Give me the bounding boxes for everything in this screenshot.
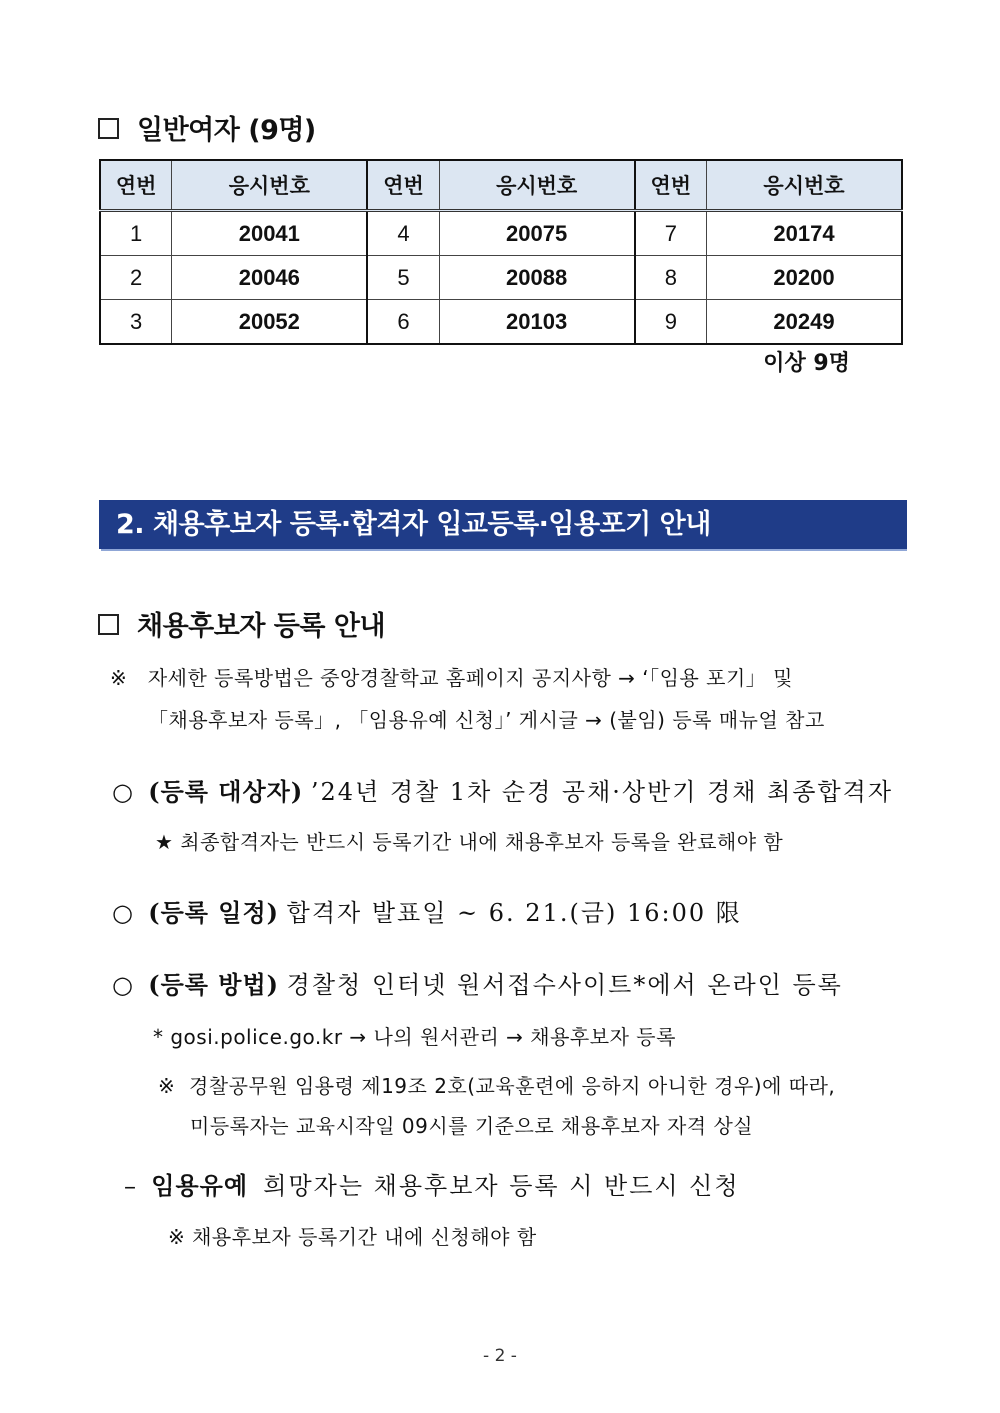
registration-guide-note [110, 662, 793, 691]
table-cell: 2 [100, 256, 172, 300]
table-header-cell: 응시번호 [706, 160, 902, 211]
table-header-cell: 응시번호 [439, 160, 635, 211]
law-note-line-1: 경찰공무원 임용령 제19조 2호(교육훈련에 응하지 아니한 경우)에 따라, [188, 1074, 836, 1098]
item-registration-schedule [112, 893, 742, 928]
table-cell: 20103 [439, 300, 635, 345]
item-label: (등록 대상자) [148, 777, 304, 806]
page-number: - 2 - [483, 1346, 517, 1366]
table-cell: 20249 [706, 300, 902, 345]
star-note: ★ 최종합격자는 반드시 등록기간 내에 채용후보자 등록을 완료해야 함 [155, 830, 784, 854]
section-heading-registration [98, 604, 385, 643]
item-text: 희망자는 채용후보자 등록 시 반드시 신청 [263, 1172, 740, 1200]
item-label: (등록 일정) [148, 898, 280, 927]
item-text: 합격자 발표일 ~ 6. 21.(금) 16:00 限 [286, 899, 742, 927]
reference-mark-icon: ※ [110, 666, 128, 690]
checkbox-icon [98, 118, 119, 139]
table-cell: 20200 [706, 256, 902, 300]
item-registration-target [112, 772, 893, 807]
total-count: 이상 9명 [763, 351, 850, 376]
circle-bullet-icon: ○ [112, 778, 133, 806]
table-cell: 20052 [172, 300, 368, 345]
table-cell: 4 [367, 211, 439, 256]
table-cell: 3 [100, 300, 172, 345]
checkbox-icon [98, 614, 119, 635]
item-text: ’24년 경찰 1차 순경 공채·상반기 경채 최종합격자 [310, 778, 894, 806]
table-header-cell: 연번 [367, 160, 439, 211]
table-row [100, 211, 902, 256]
table-cell: 20174 [706, 211, 902, 256]
table-cell: 8 [635, 256, 707, 300]
section-banner: 2. 채용후보자 등록·합격자 입교등록·임용포기 안내 [99, 500, 907, 549]
table-header-cell: 응시번호 [172, 160, 368, 211]
table-cell: 9 [635, 300, 707, 345]
section-heading-text: 일반여자 (9명) [137, 115, 316, 146]
table-cell: 20046 [172, 256, 368, 300]
table-row [100, 300, 902, 345]
law-note [158, 1070, 835, 1099]
item-registration-method [112, 965, 843, 1000]
deferment-note: ※ 채용후보자 등록기간 내에 신청해야 함 [168, 1225, 537, 1249]
table-row [100, 256, 902, 300]
table-cell: 20075 [439, 211, 635, 256]
table-cell: 7 [635, 211, 707, 256]
dash-bullet-icon: – [124, 1172, 136, 1200]
table-header-cell: 연번 [100, 160, 172, 211]
law-note-line-2: 미등록자는 교육시작일 09시를 기준으로 채용후보자 자격 상실 [190, 1114, 754, 1138]
table-header-cell: 연번 [635, 160, 707, 211]
item-label: (등록 방법) [148, 970, 280, 999]
item-label: 임용유예 [151, 1171, 249, 1200]
section-heading-general-women [98, 108, 316, 147]
item-text: 경찰청 인터넷 원서접수사이트*에서 온라인 등록 [286, 971, 843, 999]
table-cell: 6 [367, 300, 439, 345]
table-header-row [100, 160, 902, 211]
note-line-1: 자세한 등록방법은 중앙경찰학교 홈페이지 공지사항 → ‘「임용 포기」 및 [147, 666, 793, 690]
circle-bullet-icon: ○ [112, 971, 133, 999]
note-line-2: 「채용후보자 등록」, 「임용유예 신청」’ 게시글 → (붙임) 등록 매뉴얼 참고 [148, 708, 825, 732]
table-cell: 5 [367, 256, 439, 300]
table-cell: 20088 [439, 256, 635, 300]
item-deferment [124, 1166, 740, 1201]
site-footnote: * gosi.police.go.kr → 나의 원서관리 → 채용후보자 등록 [153, 1025, 676, 1049]
section-heading-text: 채용후보자 등록 안내 [137, 611, 386, 642]
table-cell: 1 [100, 211, 172, 256]
candidate-number-table [99, 159, 903, 345]
circle-bullet-icon: ○ [112, 899, 133, 927]
reference-mark-icon: ※ [158, 1074, 176, 1098]
table-cell: 20041 [172, 211, 368, 256]
